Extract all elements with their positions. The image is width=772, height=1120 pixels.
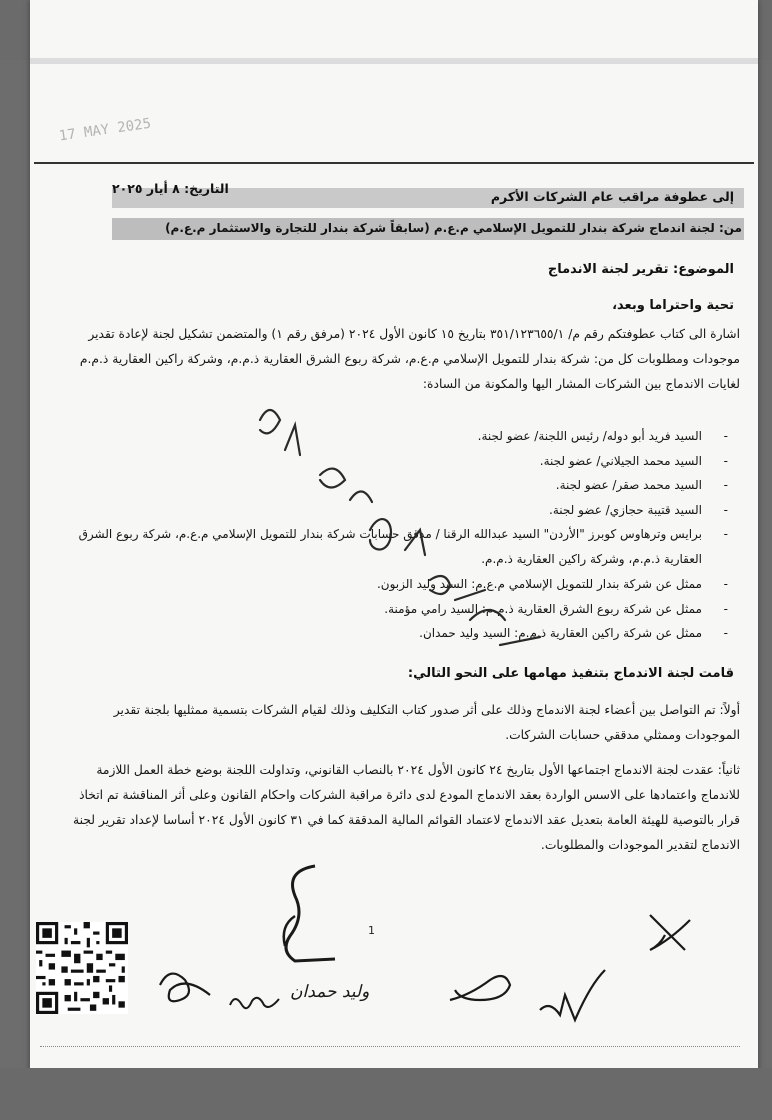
page-number: 1	[368, 924, 375, 937]
committee-members-list	[50, 424, 740, 646]
list-item: - السيد محمد صقر/ عضو لجنة.	[555, 478, 728, 492]
list-item: - ممثل عن شركة راكين العقارية ذ.م.م: السيد وليد حمدان.	[419, 626, 728, 640]
footer-line	[40, 1046, 740, 1053]
received-stamp: 17 MAY 2025	[57, 115, 152, 145]
second-item-paragraph: ثانياً: عقدت لجنة الاندماج اجتماعها الأول بتاريخ ٢٤ كانون الأول ٢٠٢٤ بالنصاب القانوني، وتداولت اللجنة بوضع خطة العمل اللازمة للاندماج واعتمادها على الاسس الواردة بعقد الاندماج المودع لدى دائرة مراقبة الشركات واحكام القانون وعلى أثر المناقشة تم اتخاذ قرار بالتوصية للهيئة العامة بتعديل عقد الاندماج لاعتماد القوائم المالية المدققة كما في ٣١ كانون الأول ٢٠٢٤ أساسا لإعداد تقرير لجنة الاندماج لتقدير الموجودات والمطلوبات.	[73, 763, 740, 852]
page-edge	[30, 58, 758, 64]
list-item: - ممثل عن شركة بندار للتمويل الإسلامي م.ع.م: السيد وليد الزبون.	[376, 577, 728, 591]
header-divider	[34, 162, 754, 164]
section-title: قامت لجنة الاندماج بتنفيذ مهامها على النحو التالي:	[407, 666, 734, 681]
scan-background-bottom	[0, 1068, 772, 1120]
greeting: تحية واحتراما وبعد،	[612, 298, 734, 313]
sender-line: من: لجنة اندماج شركة بندار للتمويل الإسلامي م.ع.م (سابقاً شركة بندار للتجارة والاستثمار م.ع.م)	[165, 221, 742, 235]
date-line: التاريخ: ٨ أيار ٢٠٢٥	[112, 181, 229, 196]
list-item: - السيد محمد الجيلاني/ عضو لجنة.	[539, 453, 728, 468]
list-item: - السيد قتيبة حجازي/ عضو لجنة.	[549, 502, 728, 517]
intro-paragraph: اشارة الى كتاب عطوفتكم رقم م/ ٣٥١/١٢٣٦٥٥/١ بتاريخ ١٥ كانون الأول ٢٠٢٤ (مرفق رقم ١) والمتضمن تشكيل لجنة لإعادة تقدير موجودات ومطلوبات كل من: شركة بندار للتمويل الإسلامي م.ع.م، شركة ربوع الشرق العقارية ذ.م.م، وشركة راكين العقارية ذ.م.م لغايات الاندماج بين الشركات المشار اليها والمكونة من السادة:	[79, 327, 740, 391]
list-item: - برايس وترهاوس كوبرز "الأردن" السيد عبدالله الرقنا / مدقق حسابات شركة بندار للتمويل الإسلامي م.ع.م، شركة ربوع الشرق العقارية ذ.م.م، وشركة راكين العقارية ذ.م.م.	[78, 527, 728, 566]
list-item: - ممثل عن شركة ربوع الشرق العقارية ذ.م.م: السيد رامي مؤمنة.	[384, 601, 728, 616]
list-item: - السيد فريد أبو دوله/ رئيس اللجنة/ عضو لجنة.	[477, 429, 728, 443]
first-item-paragraph: أولاً: تم التواصل بين أعضاء لجنة الاندماج وذلك على أثر صدور كتاب التكليف وذلك لقيام الشركات بتسمية ممثليها بلجنة تقدير الموجودات وممثلي مدققي حسابات الشركات.	[113, 703, 740, 742]
qr-code	[36, 922, 128, 1014]
signature-name: وليد حمدان	[290, 982, 370, 1002]
subject-line: الموضوع: تقرير لجنة الاندماج	[547, 262, 734, 277]
recipient-line: إلى عطوفة مراقب عام الشركات الأكرم	[490, 189, 734, 204]
